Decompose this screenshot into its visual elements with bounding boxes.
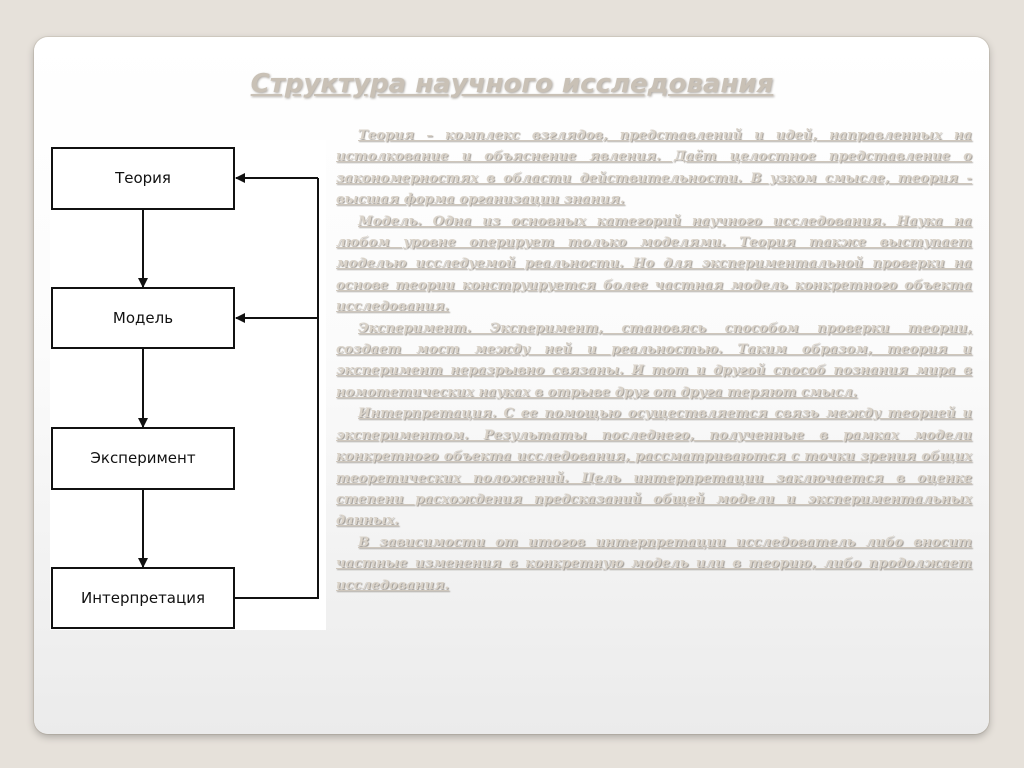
diagram-svg <box>50 140 326 630</box>
paragraph-interpretation: Интерпретация. С ее помощью осуществляется связь между теорией и экспериментом. Результаты последнего, полученные в рамках модели конкретного объекта исследования, рассматриваются с точки зрения общих теоретических положений. Цель интерпретации заключается в оценке степени расхождения предсказаний общей модели и экспериментальных данных. <box>336 406 972 529</box>
box-theory-label: Теория <box>115 169 171 187</box>
feedback-loop-line <box>234 178 318 598</box>
slide-title: Структура научного исследования <box>250 69 774 99</box>
box-experiment-label: Эксперимент <box>90 449 196 467</box>
slide <box>34 37 989 734</box>
paragraph-conclusion: В зависимости от итогов интерпретации исследователь либо вносит частные изменения в конкретную модель или в теорию, либо продолжает исследования. <box>336 534 972 593</box>
box-model-label: Модель <box>112 309 174 327</box>
paragraph-theory: Теория – комплекс взглядов, представлений и идей, направленных на истолкование и объяснение явления. Даёт целостное представление о закономерностях в области действительности. В узком смысле, теория - высшая форма организации знания. <box>336 128 972 208</box>
research-structure-diagram <box>50 140 326 630</box>
paragraph-model: Модель. Одна из основных категорий научного исследования. Наука на любом уровне оперирует только моделями. Теория также выступает моделью исследуемой реальности. Но для экспериментальной проверки на основе теории конструируется более частная модель конкретного объекта исследования. <box>336 213 972 315</box>
box-interpretation-label: Интерпретация <box>81 589 205 607</box>
paragraph-experiment: Эксперимент. Эксперимент, становясь способом проверки теории, создает мост между ней и реальностью. Таким образом, теория и эксперимент неразрывно связаны. И тот и другой способ познания мира в номотетических науках в отрыве друг от друга теряют смысл. <box>336 320 972 400</box>
description-text <box>336 125 972 596</box>
